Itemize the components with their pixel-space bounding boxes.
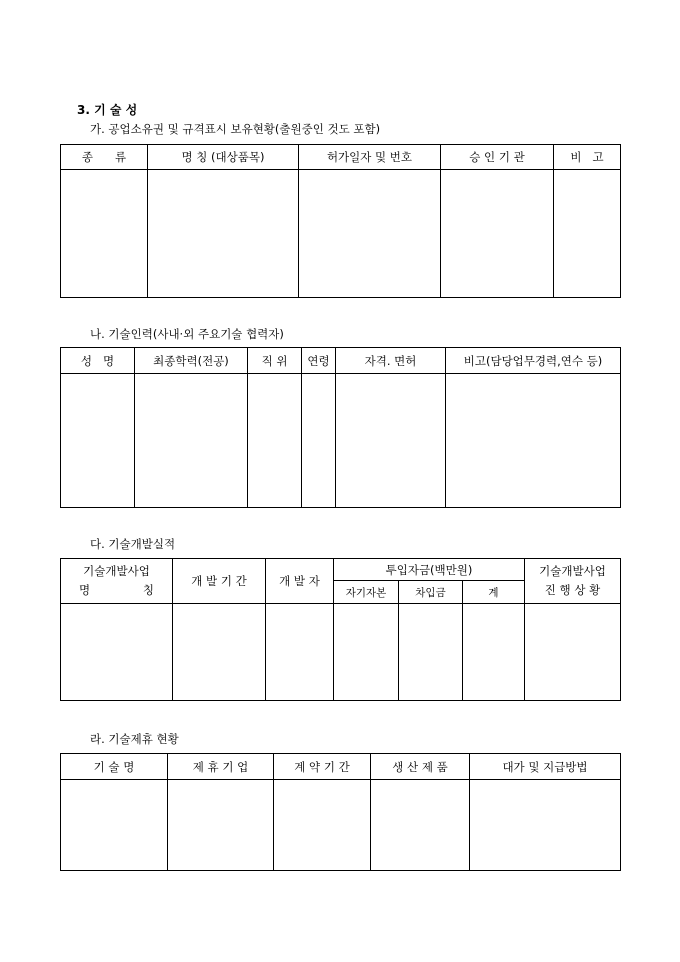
na-header-position: 직 위 bbox=[248, 348, 302, 374]
da-cell[interactable] bbox=[173, 604, 266, 701]
da-header-project-name bbox=[61, 559, 173, 604]
da-header-funds: 투입자금(백만원) bbox=[334, 559, 525, 581]
ga-cell[interactable] bbox=[554, 170, 621, 298]
da-header-status-line2: 진 행 상 황 bbox=[544, 583, 601, 597]
da-cell[interactable] bbox=[266, 604, 334, 701]
ga-cell[interactable] bbox=[441, 170, 554, 298]
ga-cell[interactable] bbox=[61, 170, 148, 298]
ga-header-agency: 승 인 기 관 bbox=[441, 145, 554, 170]
ra-header-contract: 계 약 기 간 bbox=[274, 754, 371, 780]
da-header-status bbox=[525, 559, 621, 604]
ra-cell[interactable] bbox=[470, 780, 621, 871]
ga-blank-row bbox=[61, 170, 621, 298]
da-cell[interactable] bbox=[399, 604, 463, 701]
na-cell[interactable] bbox=[336, 374, 446, 508]
section-title: 3. 기 술 성 bbox=[77, 103, 138, 117]
ra-cell[interactable] bbox=[61, 780, 168, 871]
na-cell[interactable] bbox=[248, 374, 302, 508]
ra-table bbox=[60, 753, 621, 871]
ra-cell[interactable] bbox=[168, 780, 274, 871]
ga-table bbox=[60, 144, 621, 298]
da-header-project-name-a: 명 bbox=[79, 583, 91, 597]
da-header-project-name-line1: 기술개발사업 bbox=[83, 564, 150, 578]
ra-cell[interactable] bbox=[274, 780, 371, 871]
na-cell[interactable] bbox=[61, 374, 135, 508]
ga-cell[interactable] bbox=[148, 170, 299, 298]
da-header-status-line1: 기술개발사업 bbox=[539, 564, 606, 578]
da-header-equity: 자기자본 bbox=[334, 581, 399, 604]
ga-header-name: 명 칭 (대상품목) bbox=[148, 145, 299, 170]
da-header-period: 개 발 기 간 bbox=[173, 559, 266, 604]
ga-title: 가. 공업소유권 및 규격표시 보유현황(출원중인 것도 포함) bbox=[90, 122, 381, 136]
ra-cell[interactable] bbox=[371, 780, 470, 871]
da-header-total: 계 bbox=[463, 581, 525, 604]
ra-header-payment: 대가 및 지급방법 bbox=[470, 754, 621, 780]
na-blank-row bbox=[61, 374, 621, 508]
ga-cell[interactable] bbox=[299, 170, 441, 298]
ra-blank-row bbox=[61, 780, 621, 871]
da-header-project-name-b: 칭 bbox=[142, 583, 154, 597]
na-header-remarks: 비고(담당업무경력,연수 등) bbox=[446, 348, 621, 374]
na-header-age: 연령 bbox=[302, 348, 336, 374]
da-cell[interactable] bbox=[525, 604, 621, 701]
ra-header-tech: 기 술 명 bbox=[61, 754, 168, 780]
da-table bbox=[60, 558, 621, 701]
da-cell[interactable] bbox=[334, 604, 399, 701]
na-cell[interactable] bbox=[135, 374, 248, 508]
na-title: 나. 기술인력(사내·외 주요기술 협력자) bbox=[90, 327, 284, 341]
na-header-license: 자격. 면허 bbox=[336, 348, 446, 374]
na-header-name: 성 명 bbox=[61, 348, 135, 374]
da-cell[interactable] bbox=[463, 604, 525, 701]
ga-header-remarks: 비 고 bbox=[554, 145, 621, 170]
ra-header-product: 생 산 제 품 bbox=[371, 754, 470, 780]
ra-title: 라. 기술제휴 현황 bbox=[90, 732, 179, 746]
da-title: 다. 기술개발실적 bbox=[90, 537, 176, 551]
ra-header-partner: 제 휴 기 업 bbox=[168, 754, 274, 780]
ga-header-type: 종 류 bbox=[61, 145, 148, 170]
da-blank-row bbox=[61, 604, 621, 701]
da-header-loan: 차입금 bbox=[399, 581, 463, 604]
na-table bbox=[60, 347, 621, 508]
ga-header-permit: 허가일자 및 번호 bbox=[299, 145, 441, 170]
da-header-developer: 개 발 자 bbox=[266, 559, 334, 604]
da-cell[interactable] bbox=[61, 604, 173, 701]
na-cell[interactable] bbox=[446, 374, 621, 508]
na-cell[interactable] bbox=[302, 374, 336, 508]
na-header-education: 최종학력(전공) bbox=[135, 348, 248, 374]
